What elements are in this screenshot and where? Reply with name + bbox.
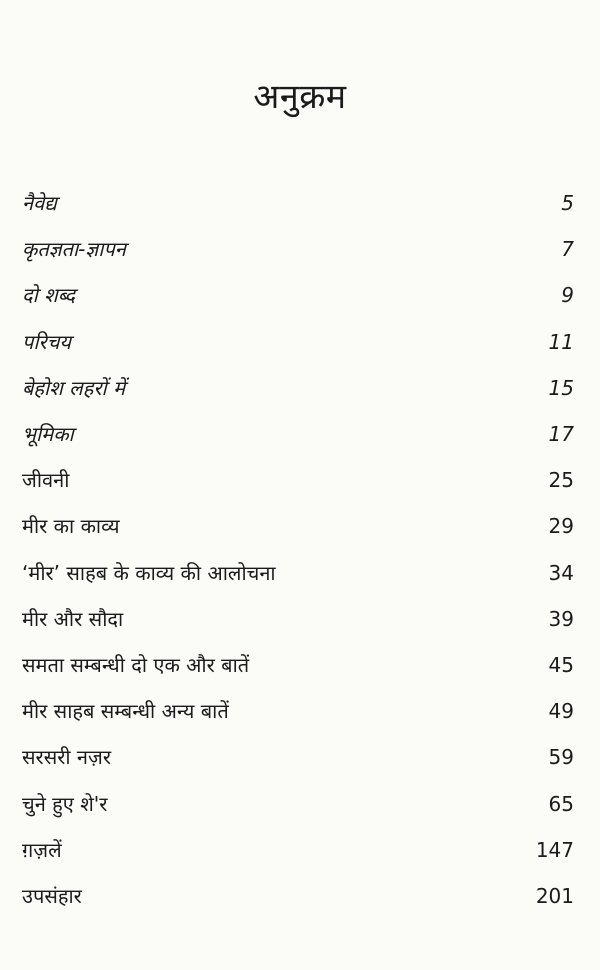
toc-entry-page-number: 11: [548, 329, 574, 354]
toc-entry-title: सरसरी नज़र: [22, 745, 112, 770]
toc-entry-title: ग़ज़लें: [22, 837, 62, 862]
toc-entry-page-number: 59: [548, 745, 574, 770]
toc-entry-page-number: 34: [548, 560, 574, 585]
page-title: अनुक्रम: [253, 77, 347, 117]
toc-entry: [22, 226, 574, 272]
toc-entry: [22, 319, 574, 365]
toc-entry-title: मीर का काव्य: [22, 514, 120, 539]
toc-entry-page-number: 147: [535, 837, 574, 862]
toc-entry: [22, 503, 574, 549]
toc-entry-title: कृतज्ञता-ज्ञापन: [22, 237, 126, 262]
toc-entry: [22, 365, 574, 411]
toc-entry-page-number: 49: [548, 699, 574, 724]
toc-entry-title: परिचय: [22, 329, 72, 354]
toc-entry-title: मीर साहब सम्बन्धी अन्य बातें: [22, 699, 229, 724]
toc-entry-title: चुने हुए शे'र: [22, 791, 108, 816]
toc-entry-page-number: 7: [561, 237, 574, 262]
toc-entry-page-number: 39: [548, 606, 574, 631]
toc-entry: [22, 180, 574, 226]
toc-entry-title: दो शब्द: [22, 283, 76, 308]
toc-entry-page-number: 201: [535, 883, 574, 908]
toc-entry: [22, 780, 574, 826]
toc-entry-page-number: 17: [548, 422, 574, 447]
toc-entry-title: नैवेद्य: [22, 191, 57, 216]
toc-entry-title: ‘मीर’ साहब के काव्य की आलोचना: [22, 560, 276, 585]
toc-entry-page-number: 5: [561, 191, 574, 216]
toc-entry-page-number: 65: [548, 791, 574, 816]
toc-entry: [22, 457, 574, 503]
toc-entry: [22, 272, 574, 318]
toc-entry: [22, 411, 574, 457]
toc-entry: [22, 596, 574, 642]
toc-entry-page-number: 25: [548, 468, 574, 493]
toc-entry-page-number: 29: [548, 514, 574, 539]
toc-entry: [22, 873, 574, 919]
toc-entry-title: बेहोश लहरों में: [22, 375, 126, 400]
toc-entry-title: समता सम्बन्धी दो एक और बातें: [22, 652, 250, 677]
toc-entry-page-number: 15: [548, 375, 574, 400]
toc-entry: [22, 688, 574, 734]
toc-entry-title: भूमिका: [22, 422, 74, 447]
toc-entry: [22, 734, 574, 780]
toc-entry-title: जीवनी: [22, 468, 70, 493]
toc-entry: [22, 550, 574, 596]
toc-entry-title: मीर और सौदा: [22, 606, 124, 631]
toc-entry-title: उपसंहार: [22, 883, 82, 908]
toc-entry: [22, 827, 574, 873]
table-of-contents: [22, 180, 574, 919]
toc-entry: [22, 642, 574, 688]
toc-entry-page-number: 9: [561, 283, 574, 308]
toc-entry-page-number: 45: [548, 652, 574, 677]
